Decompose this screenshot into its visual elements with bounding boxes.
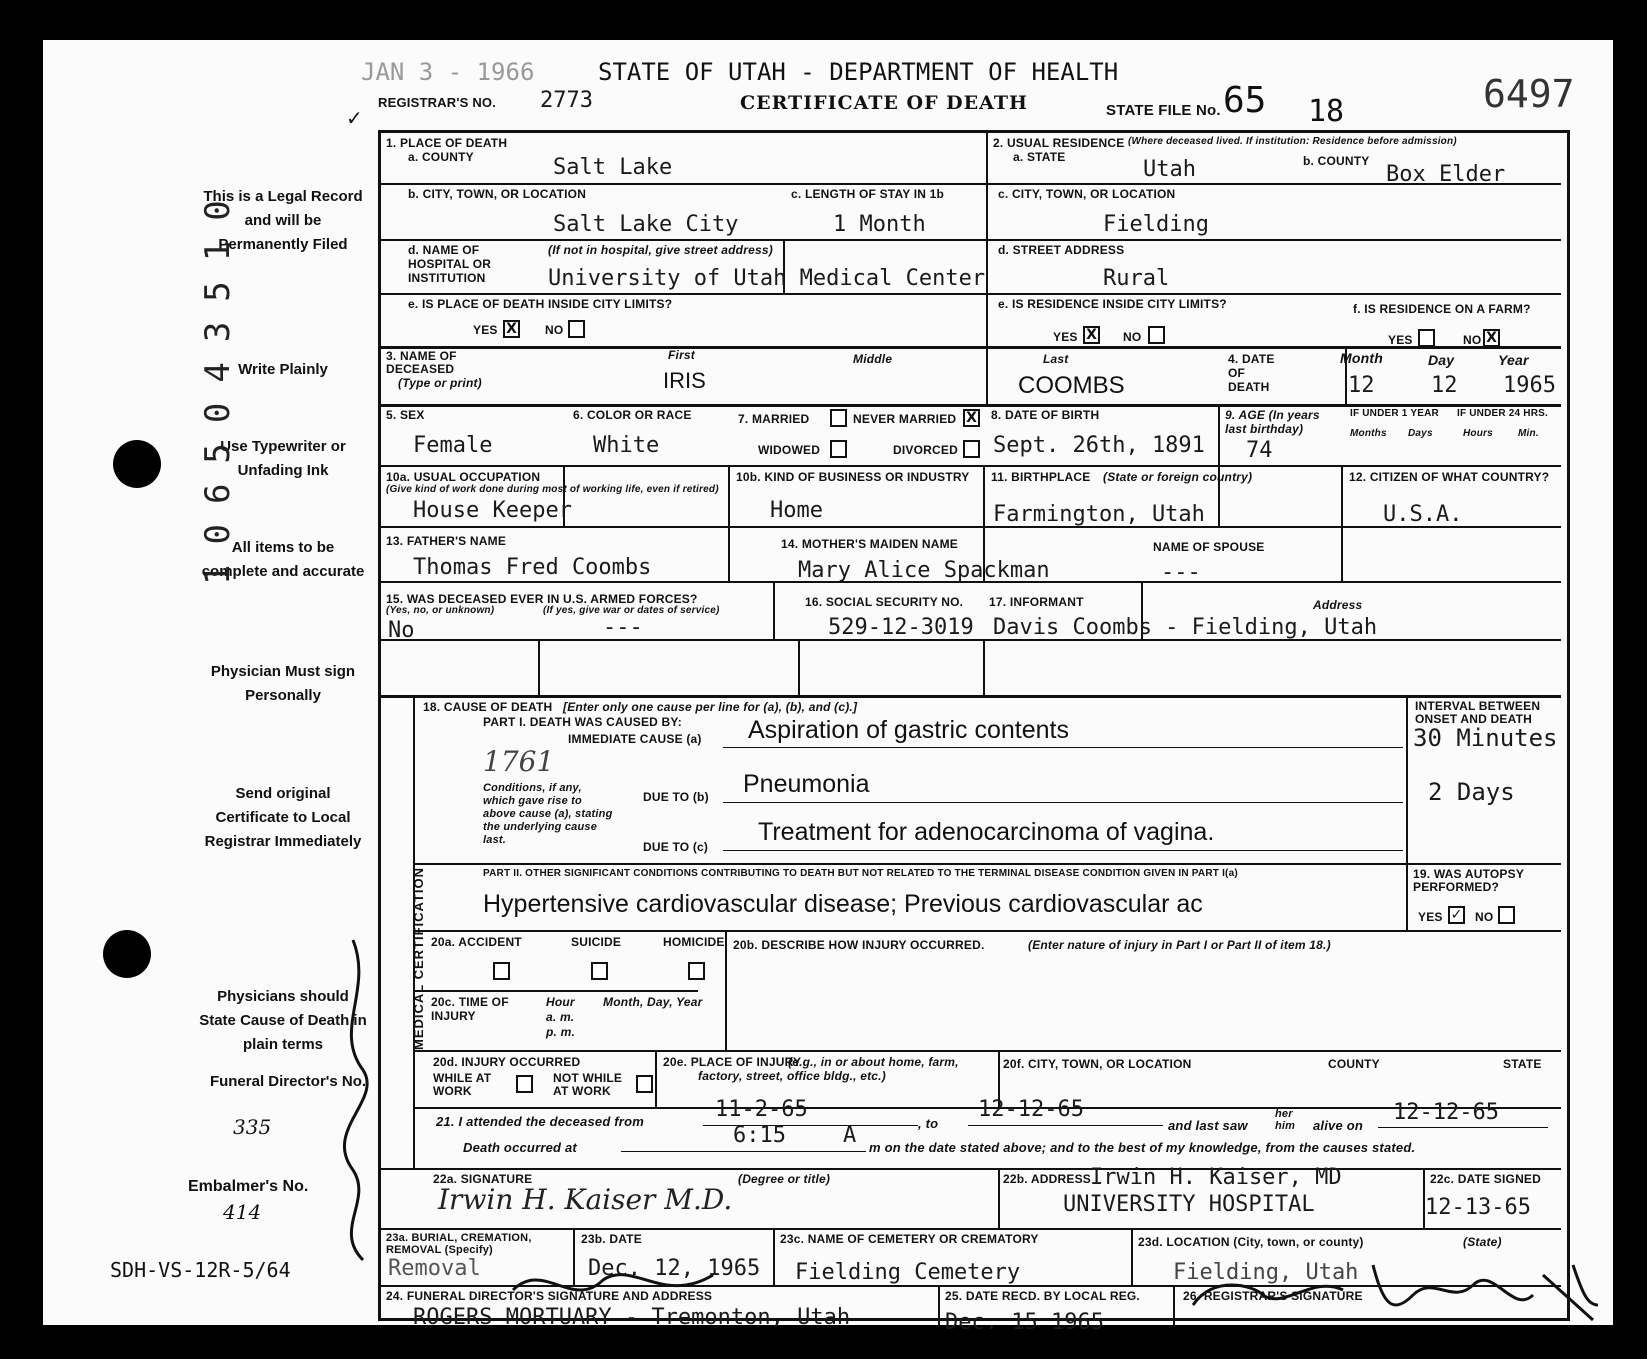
state-file-number: 65 xyxy=(1223,80,1267,121)
business-label: 10b. KIND OF BUSINESS OR INDUSTRY xyxy=(736,470,970,484)
funeral-director-label: 24. FUNERAL DIRECTOR'S SIGNATURE AND ADDRESS xyxy=(386,1289,713,1303)
homicide-label: HOMICIDE xyxy=(663,935,725,949)
death-city: Salt Lake City xyxy=(553,212,739,237)
burial-location-label: 23d. LOCATION (City, town, or county) xyxy=(1138,1235,1364,1249)
vertical-file-stamp: 1065043510 xyxy=(198,180,238,585)
injury-place-label: 20e. PLACE OF INJURY xyxy=(663,1055,802,1069)
death-year-label: Year xyxy=(1498,352,1529,368)
length-of-stay-label: c. LENGTH OF STAY IN 1b xyxy=(791,187,945,201)
attended-to: 12-12-65 xyxy=(978,1097,1084,1122)
days-label: Days xyxy=(1408,428,1433,439)
date-received: Dec. 15 1965 xyxy=(945,1310,1104,1335)
cemetery: Fielding Cemetery xyxy=(795,1260,1021,1285)
cause-of-death-label: 18. CAUSE OF DEATH xyxy=(423,700,553,714)
side-note-write-plainly: Write Plainly xyxy=(238,361,328,378)
last-saw-label: and last saw xyxy=(1168,1118,1248,1133)
residence-state-label: a. STATE xyxy=(1013,150,1066,164)
injury-hour-label: Hour xyxy=(546,995,575,1009)
attendance-statement: m on the date stated above; and to the best of my knowledge, from the causes stated. xyxy=(869,1140,1416,1155)
part-one-label: PART I. DEATH WAS CAUSED BY: xyxy=(483,715,682,729)
deceased-name-note: (Type or print) xyxy=(398,376,482,390)
autopsy-no-label: NO xyxy=(1475,910,1494,924)
occupation: House Keeper xyxy=(413,498,572,523)
informant-address-label: Address xyxy=(1313,598,1363,612)
injury-am-label: a. m. xyxy=(546,1010,575,1024)
accident-label: 20a. ACCIDENT xyxy=(431,935,522,949)
side-note-plain-terms: Physicians should State Cause of Death in plain terms xyxy=(199,988,367,1053)
physician-address-label: 22b. ADDRESS xyxy=(1003,1172,1091,1186)
physician-address-line-2: UNIVERSITY HOSPITAL xyxy=(1063,1192,1315,1217)
armed-forces-note: (Yes, no, or unknown) xyxy=(386,605,495,616)
death-inside-limits-label: e. IS PLACE OF DEATH INSIDE CITY LIMITS? xyxy=(408,297,673,311)
received-date-stamp: JAN 3 - 1966 xyxy=(361,58,535,86)
under-24-hrs-label: IF UNDER 24 HRS. xyxy=(1457,408,1548,419)
death-day: 12 xyxy=(1431,373,1458,398)
father-name-label: 13. FATHER'S NAME xyxy=(386,534,507,548)
side-note-complete: All items to be complete and accurate xyxy=(201,539,365,580)
funeral-director: ROGERS MORTUARY - Tremonton, Utah xyxy=(413,1305,851,1330)
suicide-label: SUICIDE xyxy=(571,935,622,949)
interval-label: INTERVAL BETWEEN ONSET AND DEATH xyxy=(1415,699,1541,726)
burial-date: Dec. 12, 1965 xyxy=(588,1256,761,1281)
autopsy-yes-label: YES xyxy=(1418,910,1443,924)
farm-label: f. IS RESIDENCE ON A FARM? xyxy=(1353,302,1531,316)
death-inside-yes-checkbox[interactable]: X xyxy=(503,320,520,338)
death-time-am-pm: A xyxy=(843,1123,857,1148)
citizenship-label: 12. CITIZEN OF WHAT COUNTRY? xyxy=(1349,470,1550,484)
street-address-label: d. STREET ADDRESS xyxy=(998,243,1125,257)
injury-occurred-label: 20d. INJURY OCCURRED xyxy=(433,1055,581,1069)
signature-label: 22a. SIGNATURE xyxy=(433,1172,533,1186)
middle-name-label: Middle xyxy=(853,352,893,366)
death-city-label: b. CITY, TOWN, OR LOCATION xyxy=(408,187,587,201)
death-occurred-label: Death occurred at xyxy=(463,1140,577,1155)
embalmer-number: 414 xyxy=(223,1200,262,1224)
funeral-director-number: 335 xyxy=(233,1115,272,1139)
punch-hole-bottom xyxy=(103,930,151,978)
due-to-c-label: DUE TO (c) xyxy=(643,840,709,854)
injury-date-label: Month, Day, Year xyxy=(603,995,703,1009)
death-inside-no-checkbox[interactable] xyxy=(568,320,585,338)
immediate-cause-label: IMMEDIATE CAUSE (a) xyxy=(568,732,702,746)
injury-pm-label: p. m. xyxy=(546,1025,576,1039)
race-label: 6. COLOR OR RACE xyxy=(573,408,692,422)
medical-certification-label: MEDICAL CERTIFICATION xyxy=(411,866,426,1050)
attended-to-label: , to xyxy=(918,1116,939,1131)
burial-location: Fielding, Utah xyxy=(1173,1260,1359,1285)
injury-county-label: COUNTY xyxy=(1328,1057,1380,1071)
while-at-work-checkbox[interactable] xyxy=(516,1075,533,1093)
injury-time-label: 20c. TIME OF INJURY xyxy=(431,995,509,1023)
never-married-checkbox[interactable]: X xyxy=(963,409,980,427)
date-of-death-label: 4. DATE OF DEATH xyxy=(1228,352,1275,394)
injury-place-note: (e.g., in or about home, farm, factory, street, office bldg., etc.) xyxy=(698,1055,959,1083)
death-time: 6:15 xyxy=(733,1123,786,1148)
hospital-note: (If not in hospital, give street address) xyxy=(548,243,773,257)
certificate-paper xyxy=(43,40,1613,1335)
registrar-signature-label: 26. REGISTRAR'S SIGNATURE xyxy=(1183,1289,1363,1303)
residence-city-label: c. CITY, TOWN, OR LOCATION xyxy=(998,187,1176,201)
informant-label: 17. INFORMANT xyxy=(989,595,1084,609)
farm-no-checkbox[interactable]: X xyxy=(1483,329,1500,347)
armed-forces: No xyxy=(388,618,415,643)
minutes-label: Min. xyxy=(1518,428,1539,439)
divorced-label: DIVORCED xyxy=(893,443,958,457)
part-two-label: PART II. OTHER SIGNIFICANT CONDITIONS CONTRIBUTING TO DEATH BUT NOT RELATED TO THE TERMINAL DISEASE CONDITION GIVEN IN PART I(a) xyxy=(483,868,1238,879)
form-code: SDH-VS-12R-5/64 xyxy=(110,1258,291,1282)
hours-label: Hours xyxy=(1463,428,1493,439)
attended-from: 11-2-65 xyxy=(715,1097,808,1122)
married-label: 7. MARRIED xyxy=(738,412,810,426)
conditions-note: Conditions, if any, which gave rise to above cause (a), stating the underlying cause last. xyxy=(483,782,613,846)
age: 74 xyxy=(1246,438,1273,463)
residence-state: Utah xyxy=(1143,157,1196,182)
birthplace-label: 11. BIRTHPLACE xyxy=(991,470,1091,484)
autopsy-yes-checkbox[interactable]: ✓ xyxy=(1448,906,1465,924)
death-county: Salt Lake xyxy=(553,155,673,180)
armed-forces-label: 15. WAS DECEASED EVER IN U.S. ARMED FORCES? xyxy=(386,592,698,606)
corner-number: 6497 xyxy=(1483,72,1575,116)
date-signed-label: 22c. DATE SIGNED xyxy=(1430,1172,1542,1186)
registrar-number: 2773 xyxy=(540,88,593,113)
while-at-work-label: WHILE AT WORK xyxy=(433,1071,492,1098)
armed-war-note: (If yes, give war or dates of service) xyxy=(543,605,720,616)
farm-yes-checkbox[interactable] xyxy=(1418,329,1435,347)
mother-name: Mary Alice Spackman xyxy=(798,558,1050,583)
birth-date: Sept. 26th, 1891 xyxy=(993,433,1205,458)
hospital-name: University of Utah Medical Center xyxy=(548,266,986,291)
occupation-note: (Give kind of work done during most of working life, even if retired) xyxy=(386,484,719,495)
death-inside-no-label: NO xyxy=(545,323,564,337)
registrar-number-label: REGISTRAR'S NO. xyxy=(378,95,497,110)
not-while-at-work-label: NOT WHILE AT WORK xyxy=(553,1071,623,1098)
death-county-label: a. COUNTY xyxy=(408,150,474,164)
residence-inside-no-checkbox[interactable] xyxy=(1148,326,1165,344)
length-of-stay: 1 Month xyxy=(833,212,926,237)
divorced-checkbox[interactable] xyxy=(963,440,980,458)
street-address: Rural xyxy=(1103,266,1170,291)
spouse-name: --- xyxy=(1161,560,1201,585)
autopsy-no-checkbox[interactable] xyxy=(1498,906,1515,924)
ssn: 529-12-3019 xyxy=(828,615,974,640)
race: White xyxy=(593,433,660,458)
burial-date-label: 23b. DATE xyxy=(581,1232,642,1246)
her-him-label: her him xyxy=(1275,1108,1296,1132)
cause-note: [Enter only one cause per line for (a), (b), and (c).] xyxy=(563,700,858,714)
farm-no-label: NO xyxy=(1463,333,1482,347)
usual-residence-label: 2. USUAL RESIDENCE xyxy=(993,136,1125,150)
disposition-label: 23a. BURIAL, CREMATION, REMOVAL (Specify) xyxy=(386,1232,532,1256)
death-inside-yes-label: YES xyxy=(473,323,498,337)
degree-label: (Degree or title) xyxy=(738,1172,831,1186)
widowed-checkbox[interactable] xyxy=(830,440,847,458)
injury-how-label: 20b. DESCRIBE HOW INJURY OCCURRED. xyxy=(733,938,985,952)
residence-city: Fielding xyxy=(1103,212,1209,237)
burial-state-label: (State) xyxy=(1463,1235,1502,1249)
autopsy-label: 19. WAS AUTOPSY PERFORMED? xyxy=(1413,867,1524,894)
physician-signature: Irwin H. Kaiser M.D. xyxy=(438,1183,733,1216)
part-two: Hypertensive cardiovascular disease; Previous cardiovascular ac xyxy=(483,890,1203,918)
armed-dates: --- xyxy=(603,615,643,640)
under-one-year-label: IF UNDER 1 YEAR xyxy=(1350,408,1439,419)
widowed-label: WIDOWED xyxy=(758,443,821,457)
interval-a: 30 Minutes xyxy=(1413,724,1558,752)
alive-on-label: alive on xyxy=(1313,1118,1364,1133)
punch-hole-top xyxy=(113,440,161,488)
informant: Davis Coombs - Fielding, Utah xyxy=(993,615,1378,640)
not-while-at-work-checkbox[interactable] xyxy=(636,1075,653,1093)
last-name-label: Last xyxy=(1043,352,1069,366)
alive-on: 12-12-65 xyxy=(1393,1100,1499,1125)
embalmer-number-label: Embalmer's No. xyxy=(188,1178,309,1195)
registrar-signature xyxy=(1173,1235,1603,1330)
due-to-b: Pneumonia xyxy=(743,770,870,798)
business: Home xyxy=(770,498,823,523)
sex: Female xyxy=(413,433,493,458)
ssn-label: 16. SOCIAL SECURITY NO. xyxy=(805,595,964,609)
last-name: COOMBS xyxy=(1018,372,1125,399)
birth-date-label: 8. DATE OF BIRTH xyxy=(991,408,1100,422)
occupation-label: 10a. USUAL OCCUPATION xyxy=(386,470,541,484)
physician-address-line-1: Irwin H. Kaiser, MD xyxy=(1090,1165,1342,1190)
certificate-title: CERTIFICATE OF DEATH xyxy=(740,92,1028,114)
disposition: Removal xyxy=(388,1256,481,1281)
citizenship: U.S.A. xyxy=(1383,502,1463,527)
birthplace: Farmington, Utah xyxy=(993,502,1205,527)
sex-label: 5. SEX xyxy=(386,408,425,422)
age-label: 9. AGE (In years last birthday) xyxy=(1225,408,1320,436)
side-note-send-original: Send original Certificate to Local Registrar Immediately xyxy=(204,785,362,850)
residence-county: Box Elder xyxy=(1386,162,1506,187)
funeral-director-number-label: Funeral Director's No. xyxy=(209,1073,367,1090)
father-name: Thomas Fred Coombs xyxy=(413,555,652,580)
check-mark: ✓ xyxy=(346,106,363,130)
spouse-name-label: NAME OF SPOUSE xyxy=(1153,540,1265,554)
date-signed: 12-13-65 xyxy=(1425,1195,1531,1220)
state-file-suffix: 18 xyxy=(1308,94,1345,129)
accident-checkbox[interactable] xyxy=(493,962,510,980)
residence-county-label: b. COUNTY xyxy=(1303,154,1370,168)
injury-city-label: 20f. CITY, TOWN, OR LOCATION xyxy=(1003,1057,1192,1071)
interval-b: 2 Days xyxy=(1428,778,1515,806)
death-year: 1965 xyxy=(1503,373,1556,398)
injury-state-label: STATE xyxy=(1503,1057,1542,1071)
due-to-b-label: DUE TO (b) xyxy=(643,790,709,804)
side-note-physician-sign: Physician Must sign Personally xyxy=(210,663,356,704)
funeral-director-signature xyxy=(503,1250,723,1320)
place-of-death-label: 1. PLACE OF DEATH xyxy=(386,136,508,150)
usual-residence-note: (Where deceased lived. If institution: Residence before admission) xyxy=(1128,136,1457,147)
first-name: IRIS xyxy=(663,368,706,393)
immediate-cause: Aspiration of gastric contents xyxy=(748,716,1069,744)
residence-inside-limits-label: e. IS RESIDENCE INSIDE CITY LIMITS? xyxy=(998,297,1227,311)
cemetery-label: 23c. NAME OF CEMETERY OR CREMATORY xyxy=(780,1232,1039,1246)
never-married-label: NEVER MARRIED xyxy=(853,412,957,426)
residence-inside-yes-checkbox[interactable]: X xyxy=(1083,326,1100,344)
handwritten-margin-signature xyxy=(293,930,403,1270)
side-note-legal-record: This is a Legal Record and will be Permanently Filed xyxy=(203,188,363,253)
side-note-typewriter: Use Typewriter or Unfading Ink xyxy=(220,438,346,479)
death-month: 12 xyxy=(1348,373,1375,398)
injury-how-note: (Enter nature of injury in Part I or Part II of item 18.) xyxy=(1028,938,1331,952)
date-received-label: 25. DATE RECD. BY LOCAL REG. xyxy=(945,1289,1140,1303)
months-label: Months xyxy=(1350,428,1387,439)
birthplace-note: (State or foreign country) xyxy=(1103,470,1253,484)
attended-label: 21. I attended the deceased from xyxy=(436,1114,644,1129)
due-to-c: Treatment for adenocarcinoma of vagina. xyxy=(758,818,1215,846)
farm-yes-label: YES xyxy=(1388,333,1413,347)
hospital-label: d. NAME OF HOSPITAL OR INSTITUTION xyxy=(408,243,492,285)
suicide-checkbox[interactable] xyxy=(591,962,608,980)
death-day-label: Day xyxy=(1428,352,1455,368)
first-name-label: First xyxy=(668,348,696,362)
residence-inside-yes-label: YES xyxy=(1053,330,1078,344)
state-file-label: STATE FILE No. xyxy=(1106,102,1221,119)
mother-name-label: 14. MOTHER'S MAIDEN NAME xyxy=(781,537,959,551)
married-checkbox[interactable] xyxy=(830,409,847,427)
deceased-name-label: 3. NAME OF DECEASED xyxy=(386,349,457,376)
death-month-label: Month xyxy=(1340,350,1383,366)
homicide-checkbox[interactable] xyxy=(688,962,705,980)
cause-code-note: 1761 xyxy=(483,745,555,778)
residence-inside-no-label: NO xyxy=(1123,330,1142,344)
form-header-title: STATE OF UTAH - DEPARTMENT OF HEALTH xyxy=(598,58,1119,86)
